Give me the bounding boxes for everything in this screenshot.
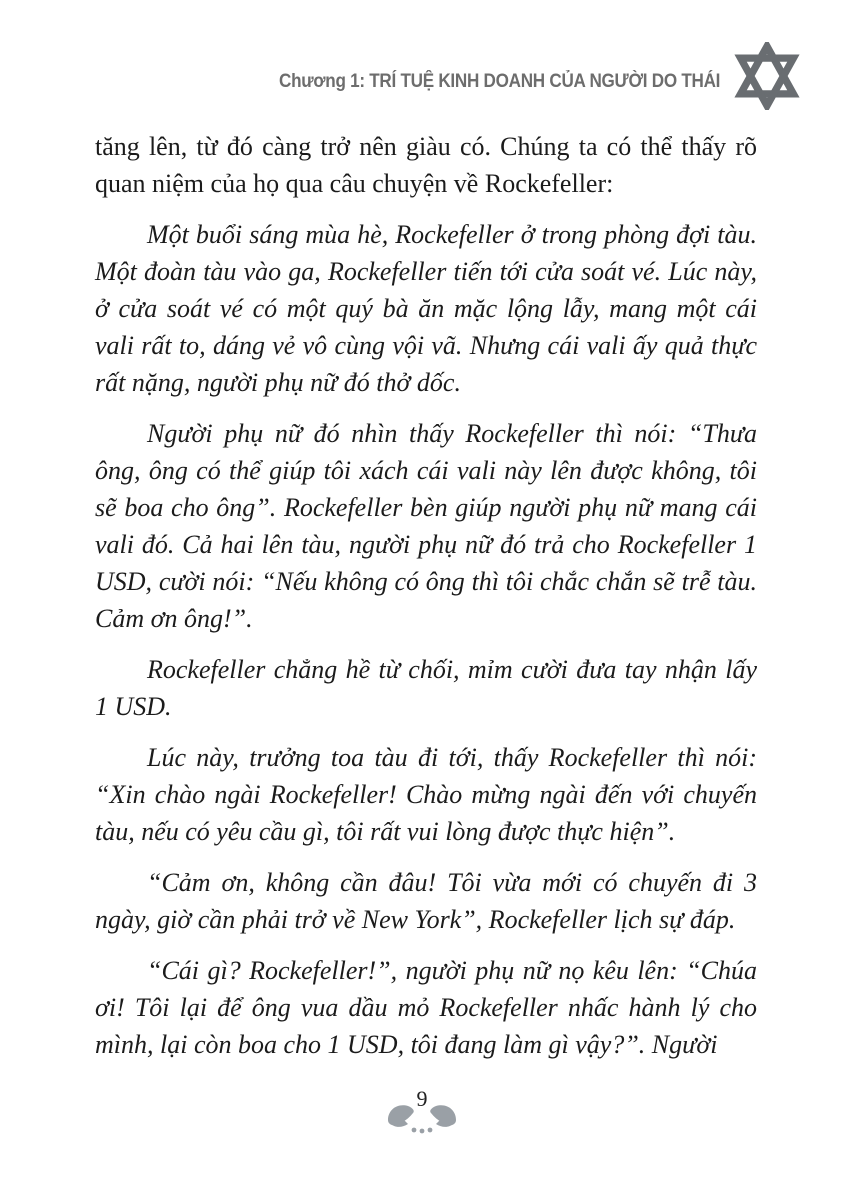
chapter-title: TRÍ TUỆ KINH DOANH CỦA NGƯỜI DO THÁI (364, 71, 720, 92)
star-of-david-icon (734, 42, 800, 110)
story-paragraph-6: “Cái gì? Rockefeller!”, người phụ nữ nọ kêu lên: “Chúa ơi! Tôi lại để ông vua dầu mỏ Rockefeller nhấc hành lý cho mình, lại còn boa cho 1 USD, tôi đang làm gì vậy?”. Người (95, 956, 757, 1059)
page-footer (0, 1088, 844, 1136)
chapter-heading (279, 71, 720, 93)
story-paragraph-5: “Cảm ơn, không cần đâu! Tôi vừa mới có chuyến đi 3 ngày, giờ cần phải trở về New York”, Rockefeller lịch sự đáp. (95, 868, 757, 934)
intro-paragraph: tăng lên, từ đó càng trở nên giàu có. Chúng ta có thể thấy rõ quan niệm của họ qua câu chuyện về Rockefeller: (95, 132, 757, 198)
page-body (95, 128, 757, 1077)
running-header (0, 42, 800, 114)
page-number: 9 (416, 1086, 428, 1111)
story-paragraph-1: Một buổi sáng mùa hè, Rockefeller ở trong phòng đợi tàu. Một đoàn tàu vào ga, Rockefeller tiến tới cửa soát vé. Lúc này, ở cửa soát vé có một quý bà ăn mặc lộng lẫy, mang một cái vali rất to, dáng vẻ vô cùng vội vã. Nhưng cái vali ấy quả thực rất nặng, người phụ nữ đó thở dốc. (95, 220, 757, 397)
chapter-label: Chương 1: (278, 71, 365, 92)
story-paragraph-4: Lúc này, trưởng toa tàu đi tới, thấy Rockefeller thì nói: “Xin chào ngài Rockefeller! Chào mừng ngài đến với chuyến tàu, nếu có yêu cầu gì, tôi rất vui lòng được thực hiện”. (95, 743, 757, 846)
story-paragraph-3: Rockefeller chẳng hề từ chối, mỉm cười đưa tay nhận lấy 1 USD. (95, 655, 757, 721)
story-paragraph-2: Người phụ nữ đó nhìn thấy Rockefeller thì nói: “Thưa ông, ông có thể giúp tôi xách cái vali này lên được không, tôi sẽ boa cho ông”. Rockefeller bèn giúp người phụ nữ mang cái vali đó. Cả hai lên tàu, người phụ nữ đó trả cho Rockefeller 1 USD, cười nói: “Nếu không có ông thì tôi chắc chắn sẽ trễ tàu. Cảm ơn ông!”. (95, 419, 757, 633)
